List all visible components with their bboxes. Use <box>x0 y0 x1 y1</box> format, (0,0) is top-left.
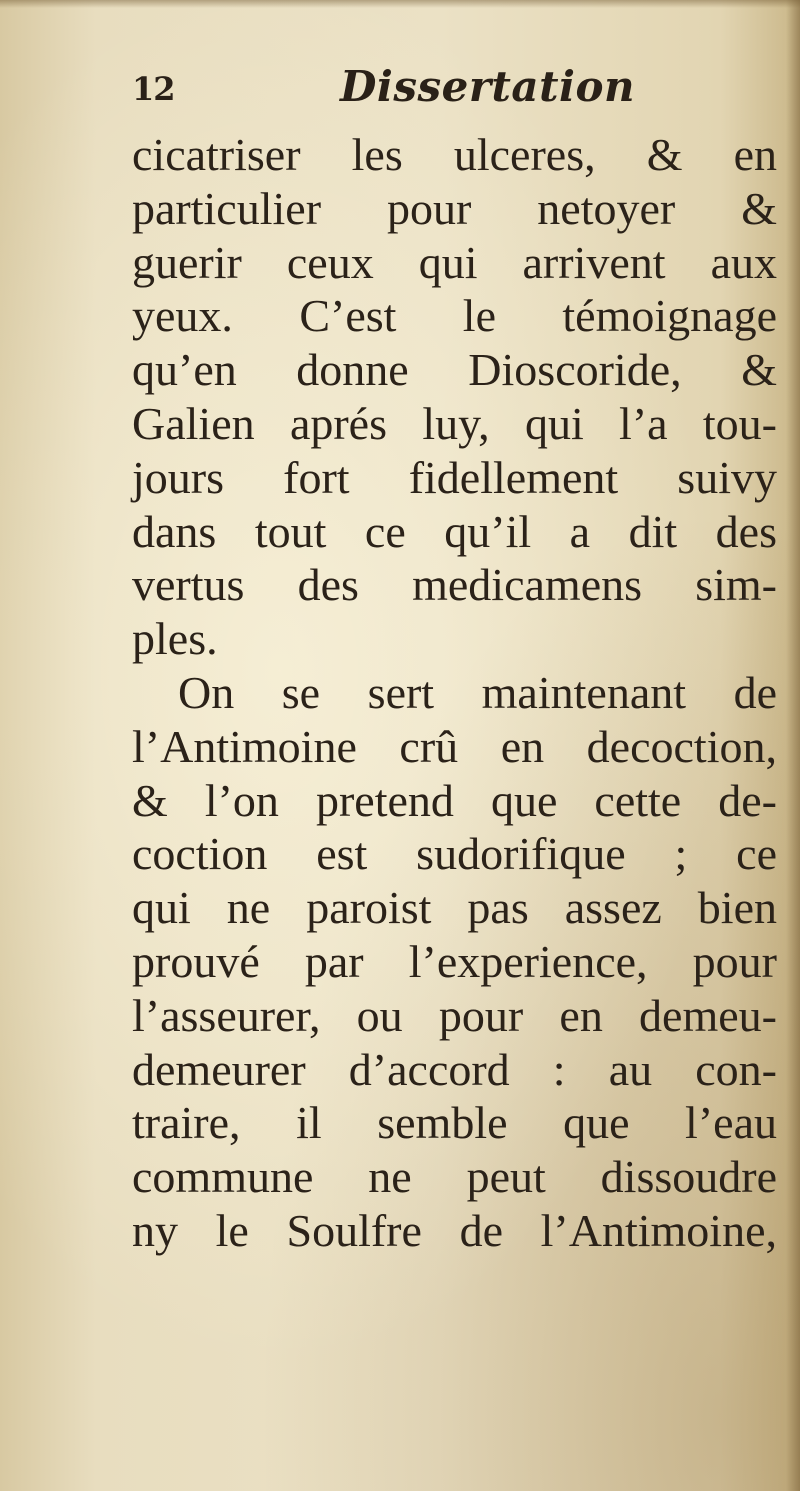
text-line: & l’on pretend que cette de- <box>132 774 777 826</box>
text-line: particulier pour netoyer & <box>132 182 777 234</box>
text-line: commune ne peut dissoudre <box>132 1151 777 1203</box>
text-line: On se sert maintenant de <box>178 666 777 718</box>
text-line: cicatriser les ulceres, & en <box>132 129 777 180</box>
text-line: demeurer d’accord : au con- <box>132 1043 777 1095</box>
body-text <box>132 128 777 1258</box>
text-line: l’asseurer, ou pour en demeu- <box>132 989 777 1041</box>
page-number: 12 <box>132 70 175 108</box>
running-header <box>132 62 772 122</box>
text-line: guerir ceux qui arrivent aux <box>132 236 777 288</box>
running-title: Dissertation <box>340 62 636 111</box>
text-line: vertus des medicamens sim- <box>132 559 777 611</box>
text-line: Galien aprés luy, qui l’a tou- <box>132 397 777 449</box>
text-line: traire, il semble que l’eau <box>132 1097 777 1149</box>
text-line: coction est sudorifique ; ce <box>132 828 777 880</box>
text-line: yeux. C’est le témoignage <box>132 290 777 342</box>
text-line: l’Antimoine crû en decoction, <box>132 720 777 772</box>
text-line: jours fort fidellement suivy <box>132 451 777 503</box>
text-line: ny le Soulfre de l’Antimoine, <box>132 1204 777 1256</box>
paragraph-1 <box>132 128 777 666</box>
text-line: qui ne paroist pas assez bien <box>132 882 777 934</box>
text-line: prouvé par l’experience, pour <box>132 935 777 987</box>
paragraph-2 <box>132 666 777 1258</box>
text-line: dans tout ce qu’il a dit des <box>132 505 777 557</box>
page-top-edge <box>0 0 800 8</box>
text-line: qu’en donne Dioscoride, & <box>132 344 777 396</box>
text-line: ples. <box>132 613 218 665</box>
page-gutter-shadow <box>786 0 800 1491</box>
